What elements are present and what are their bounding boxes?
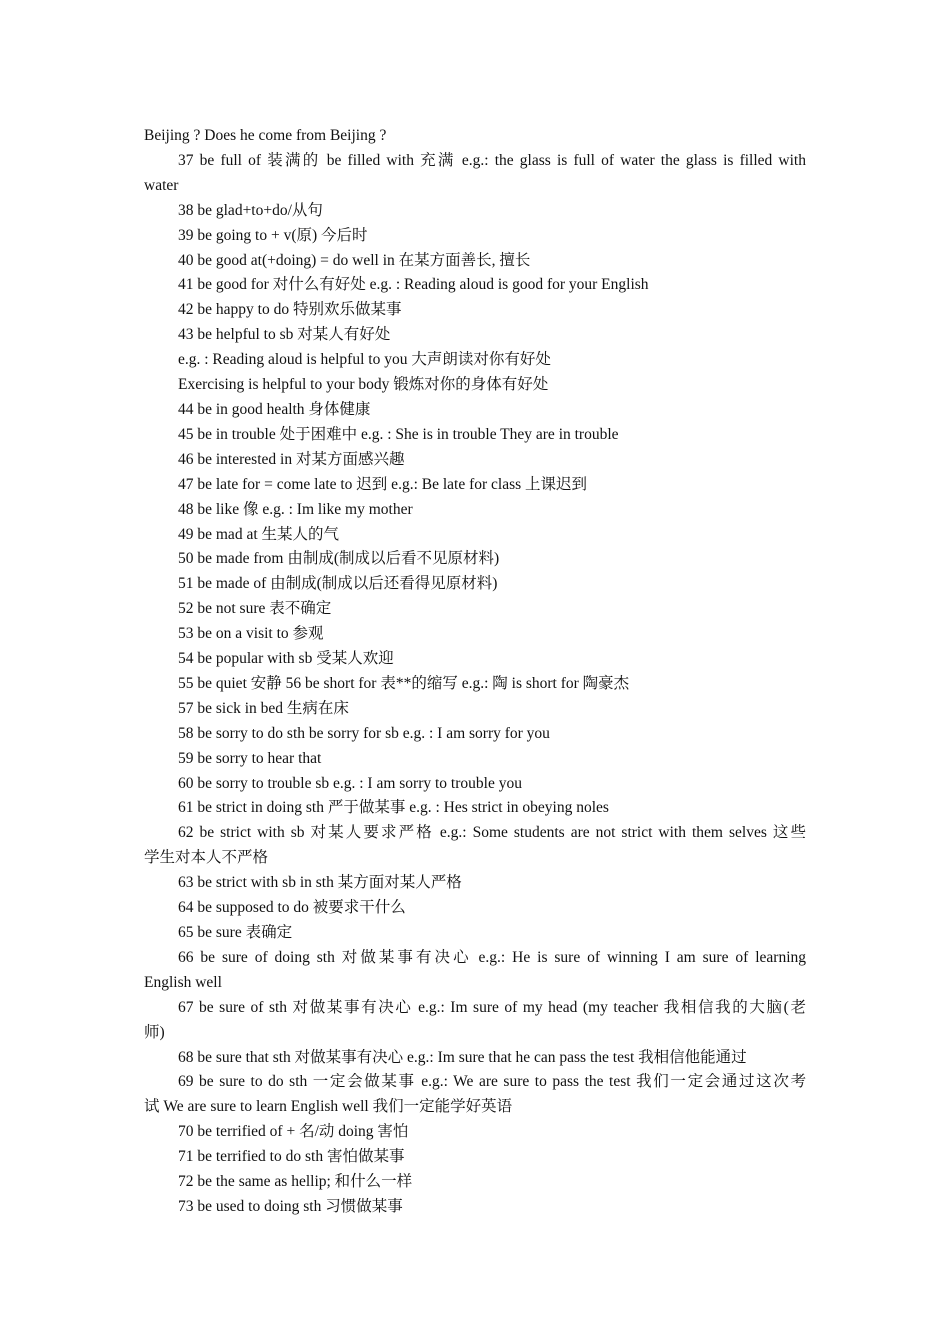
text-line: Exercising is helpful to your body 锻炼对你的身体有好处	[178, 376, 549, 394]
text-line: 67 be sure of sth 对做某事有决心 e.g.: Im sure of my head (my teacher 我相信我的大脑(老	[178, 998, 806, 1016]
text-line: 50 be made from 由制成(制成以后看不见原材料)	[178, 550, 500, 568]
text-line: 学生对本人不严格	[144, 849, 269, 867]
text-line: water	[144, 176, 179, 194]
text-line: Beijing ? Does he come from Beijing ?	[144, 127, 387, 144]
text-line: 53 be on a visit to 参观	[178, 625, 324, 643]
text-line: 57 be sick in bed 生病在床	[178, 699, 349, 717]
text-line: 61 be strict in doing sth 严于做某事 e.g. : Hes strict in obeying noles	[178, 799, 609, 817]
text-line: 71 be terrified to do sth 害怕做某事	[178, 1148, 405, 1166]
text-line: 试 We are sure to learn English well 我们一定能学好英语	[144, 1098, 513, 1116]
text-line: 39 be going to + v(原) 今后时	[178, 226, 368, 244]
text-line: 45 be in trouble 处于困难中 e.g. : She is in trouble They are in trouble	[178, 425, 619, 443]
text-line: 68 be sure that sth 对做某事有决心 e.g.: Im sure that he can pass the test 我相信他能通过	[178, 1048, 747, 1066]
text-line: 54 be popular with sb 受某人欢迎	[178, 650, 394, 668]
text-line: e.g. : Reading aloud is helpful to you 大声朗读对你有好处	[178, 351, 551, 369]
text-line: 47 be late for = come late to 迟到 e.g.: Be late for class 上课迟到	[178, 475, 588, 493]
text-line: 69 be sure to do sth 一定会做某事 e.g.: We are sure to pass the test 我们一定会通过这次考	[178, 1073, 806, 1091]
text-line: 63 be strict with sb in sth 某方面对某人严格	[178, 874, 462, 892]
text-line: 37 be full of 装满的 be filled with 充满 e.g.: the glass is full of water the glass is filled with	[178, 151, 806, 169]
text-line: 58 be sorry to do sth be sorry for sb e.g. : I am sorry for you	[178, 724, 550, 742]
text-line: English well	[144, 973, 222, 991]
text-line: 66 be sure of doing sth 对做某事有决心 e.g.: He is sure of winning I am sure of learning	[178, 948, 806, 966]
text-line: 60 be sorry to trouble sb e.g. : I am sorry to trouble you	[178, 774, 522, 792]
text-line: 40 be good at(+doing) = do well in 在某方面善长, 擅长	[178, 251, 531, 269]
text-line: 73 be used to doing sth 习惯做某事	[178, 1197, 403, 1215]
text-line: 51 be made of 由制成(制成以后还看得见原材料)	[178, 575, 498, 593]
text-line: 62 be strict with sb 对某人要求严格 e.g.: Some students are not strict with them selves 这些	[178, 824, 806, 842]
document-body	[144, 124, 806, 1220]
text-line: 55 be quiet 安静 56 be short for 表**的缩写 e.g.: 陶 is short for 陶豪杰	[178, 674, 630, 692]
text-line: 59 be sorry to hear that	[178, 749, 322, 767]
text-line: 70 be terrified of + 名/动 doing 害怕	[178, 1123, 409, 1141]
text-line: 64 be supposed to do 被要求干什么	[178, 899, 406, 917]
text-line: 44 be in good health 身体健康	[178, 400, 371, 418]
text-line: 38 be glad+to+do/从句	[178, 201, 323, 219]
text-line: 46 be interested in 对某方面感兴趣	[178, 450, 405, 468]
text-line: 52 be not sure 表不确定	[178, 600, 332, 618]
text-line: 师)	[144, 1023, 165, 1041]
text-line: 65 be sure 表确定	[178, 924, 293, 941]
text-line: 43 be helpful to sb 对某人有好处	[178, 326, 391, 344]
text-line: 48 be like 像 e.g. : Im like my mother	[178, 500, 413, 518]
text-line: 72 be the same as hellip; 和什么一样	[178, 1173, 413, 1191]
text-line: 42 be happy to do 特别欢乐做某事	[178, 301, 402, 319]
text-line: 41 be good for 对什么有好处 e.g. : Reading aloud is good for your English	[178, 276, 649, 294]
text-line: 49 be mad at 生某人的气	[178, 525, 340, 543]
